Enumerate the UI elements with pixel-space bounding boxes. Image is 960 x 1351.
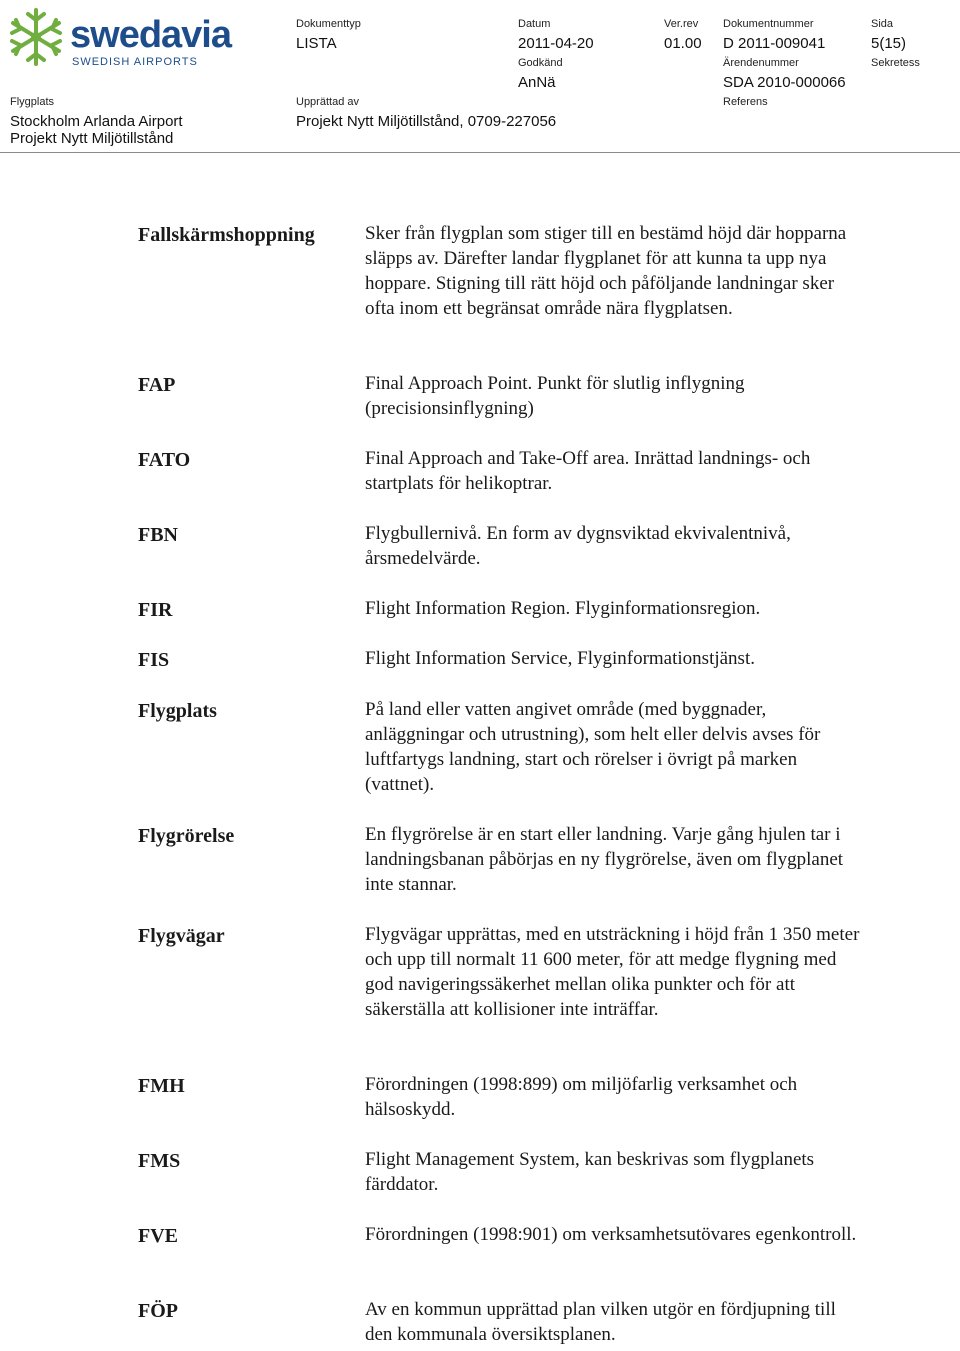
prepared-by-label: Upprättad av bbox=[296, 96, 359, 108]
glossary-definition: Flight Management System, kan beskrivas som flygplanets färddator. bbox=[365, 1149, 815, 1195]
approved-value: AnNä bbox=[518, 74, 556, 91]
glossary-term: FIR bbox=[138, 599, 173, 621]
glossary-term: FÖP bbox=[138, 1300, 178, 1322]
case-number-value: SDA 2010-000066 bbox=[723, 74, 846, 91]
project-name: Projekt Nytt Miljötillstånd bbox=[10, 130, 174, 147]
glossary-term: FBN bbox=[138, 524, 178, 546]
page-label: Sida bbox=[871, 18, 894, 30]
doc-number-value: D 2011-009041 bbox=[723, 35, 826, 52]
doc-type-value: LISTA bbox=[296, 35, 337, 52]
glossary-term: FVE bbox=[138, 1225, 178, 1247]
glossary-definition: Flight Information Service, Flyginformationstjänst. bbox=[365, 648, 755, 669]
glossary-definition: Flight Information Region. Flyginformationsregion. bbox=[365, 598, 761, 619]
date-label: Datum bbox=[518, 18, 551, 30]
brand-tagline: SWEDISH AIRPORTS bbox=[72, 56, 198, 68]
swedavia-logo bbox=[6, 6, 231, 70]
snowflake-icon bbox=[6, 6, 66, 68]
glossary-definition: Final Approach Point. Punkt för slutlig inflygning (precisionsinflygning) bbox=[365, 373, 745, 419]
reference-label: Referens bbox=[723, 96, 768, 108]
rev-value: 01.00 bbox=[664, 35, 702, 52]
date-value: 2011-04-20 bbox=[518, 35, 594, 52]
page-value: 5(15) bbox=[871, 35, 907, 52]
prepared-by-value: Projekt Nytt Miljötillstånd, 0709-227056 bbox=[296, 113, 557, 130]
glossary-term: Fallskärmshoppning bbox=[138, 224, 315, 246]
glossary-term: Flygplats bbox=[138, 700, 217, 722]
glossary-definition: En flygrörelse är en start eller landning. Varje gång hjulen tar i landningsbanan påbörjas en ny flygrörelse, även om flygplanet inte stannar. bbox=[365, 824, 844, 895]
approved-label: Godkänd bbox=[518, 57, 563, 69]
glossary-term: FMH bbox=[138, 1075, 185, 1097]
airport-value: Stockholm Arlanda Airport bbox=[10, 113, 183, 130]
glossary-definition: Sker från flygplan som stiger till en bestämd höjd där hopparna släpps av. Därefter landar flygplanet för att kunna ta upp nya hoppare. Stigning till rätt höjd och påföljande landningar sker ofta inom ett begränsat område nära flygplatsen. bbox=[365, 223, 847, 319]
rev-label: Ver.rev bbox=[664, 18, 699, 30]
doc-number-label: Dokumentnummer bbox=[723, 18, 814, 30]
glossary-term: FAP bbox=[138, 374, 176, 396]
glossary-definition: Förordningen (1998:899) om miljöfarlig verksamhet och hälsoskydd. bbox=[365, 1074, 798, 1120]
case-number-label: Ärendenummer bbox=[723, 57, 799, 69]
glossary-term: Flygrörelse bbox=[138, 825, 235, 847]
glossary-term: FMS bbox=[138, 1150, 181, 1172]
glossary-definition: Av en kommun upprättad plan vilken utgör en fördjupning till den kommunala översiktsplanen. bbox=[365, 1299, 836, 1345]
glossary-definition: Flygvägar upprättas, med en utsträckning i höjd från 1 350 meter och upp till normalt 11 600 meter, för att medge flygning med god navigeringssäkerhet mellan olika punkter och för att säkerställa att kollisioner inte inträffar. bbox=[365, 924, 860, 1020]
glossary-term: FATO bbox=[138, 449, 191, 471]
header-divider bbox=[0, 152, 960, 153]
doc-type-label: Dokumenttyp bbox=[296, 18, 361, 30]
glossary-term: Flygvägar bbox=[138, 925, 225, 947]
glossary-definition: Flygbullernivå. En form av dygnsviktad ekvivalentnivå, årsmedelvärde. bbox=[365, 523, 791, 569]
brand-name: swedavia bbox=[70, 14, 231, 56]
secrecy-label: Sekretess bbox=[871, 57, 920, 69]
airport-label: Flygplats bbox=[10, 96, 55, 108]
glossary-definition: Final Approach and Take-Off area. Inrättad landnings- och startplats för helikoptrar. bbox=[365, 448, 811, 494]
document-header bbox=[0, 0, 960, 155]
glossary-definition: På land eller vatten angivet område (med byggnader, anläggningar och utrustning), som helt eller delvis avses för luftfartygs landning, start och rörelser i övrigt på marken (vattnet). bbox=[365, 699, 821, 795]
glossary-term: FIS bbox=[138, 649, 170, 671]
glossary-definition: Förordningen (1998:901) om verksamhetsutövares egenkontroll. bbox=[365, 1224, 857, 1245]
